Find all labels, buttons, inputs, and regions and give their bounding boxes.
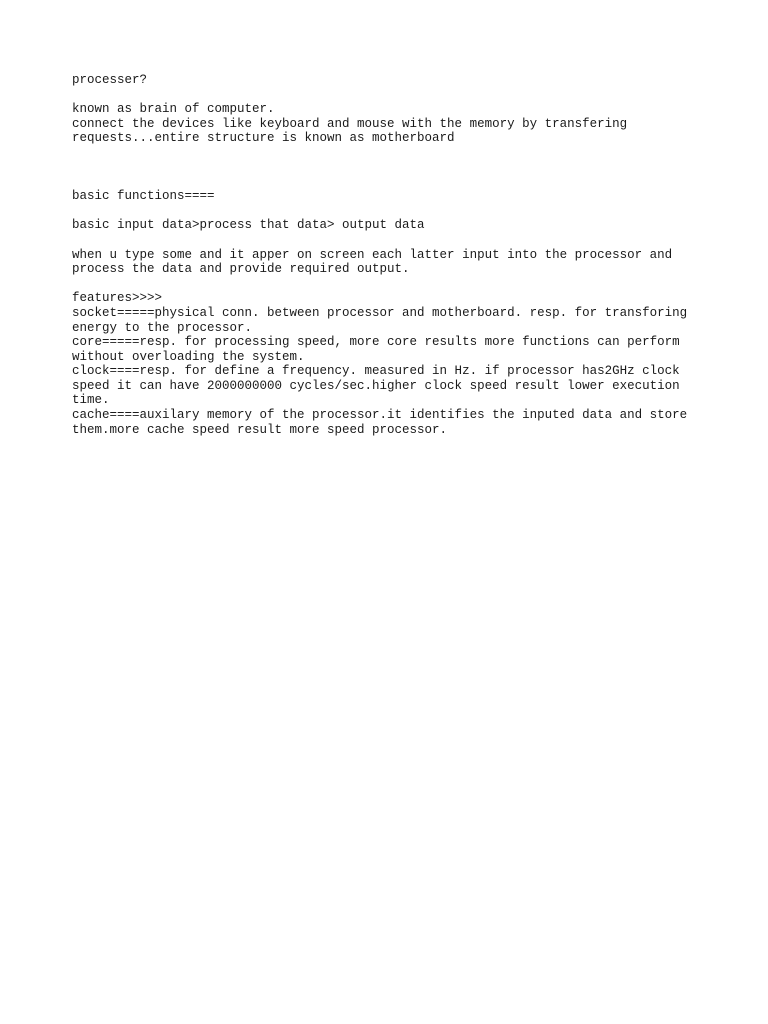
feature-line: speed it can have 2000000000 cycles/sec.higher clock speed result lower execution	[72, 378, 680, 393]
spacer	[72, 146, 712, 175]
feature-line: clock====resp. for define a frequency. measured in Hz. if processor has2GHz clock	[72, 364, 680, 379]
feature-line: socket=====physical conn. between processor and motherboard. resp. for transforing	[72, 305, 688, 320]
spacer	[72, 175, 712, 190]
feature-line: energy to the processor.	[72, 320, 253, 335]
spacer	[72, 277, 712, 292]
basic-flow-line: basic input data>process that data> output data	[72, 218, 425, 233]
typing-example-line: process the data and provide required output.	[72, 262, 410, 277]
feature-line: time.	[72, 393, 110, 408]
intro-line: requests...entire structure is known as motherboard	[72, 131, 455, 146]
feature-line: core=====resp. for processing speed, more core results more functions can perform	[72, 335, 680, 350]
features-heading: features>>>>	[72, 291, 163, 306]
spacer	[72, 204, 712, 219]
basic-functions-heading: basic functions====	[72, 189, 215, 204]
feature-line: them.more cache speed result more speed processor.	[72, 422, 448, 437]
feature-clock	[72, 364, 712, 408]
spacer	[72, 88, 712, 103]
feature-core	[72, 335, 712, 364]
feature-line: without overloading the system.	[72, 349, 305, 364]
document-page	[72, 73, 712, 437]
intro-line: known as brain of computer.	[72, 102, 275, 117]
feature-cache	[72, 408, 712, 437]
intro-line: connect the devices like keyboard and mouse with the memory by transfering	[72, 116, 628, 131]
document-title: processer?	[72, 73, 148, 87]
typing-example-line: when u type some and it apper on screen each latter input into the processor and	[72, 247, 673, 262]
spacer	[72, 233, 712, 248]
feature-line: cache====auxilary memory of the processor.it identifies the inputed data and store	[72, 408, 688, 423]
feature-socket	[72, 306, 712, 335]
